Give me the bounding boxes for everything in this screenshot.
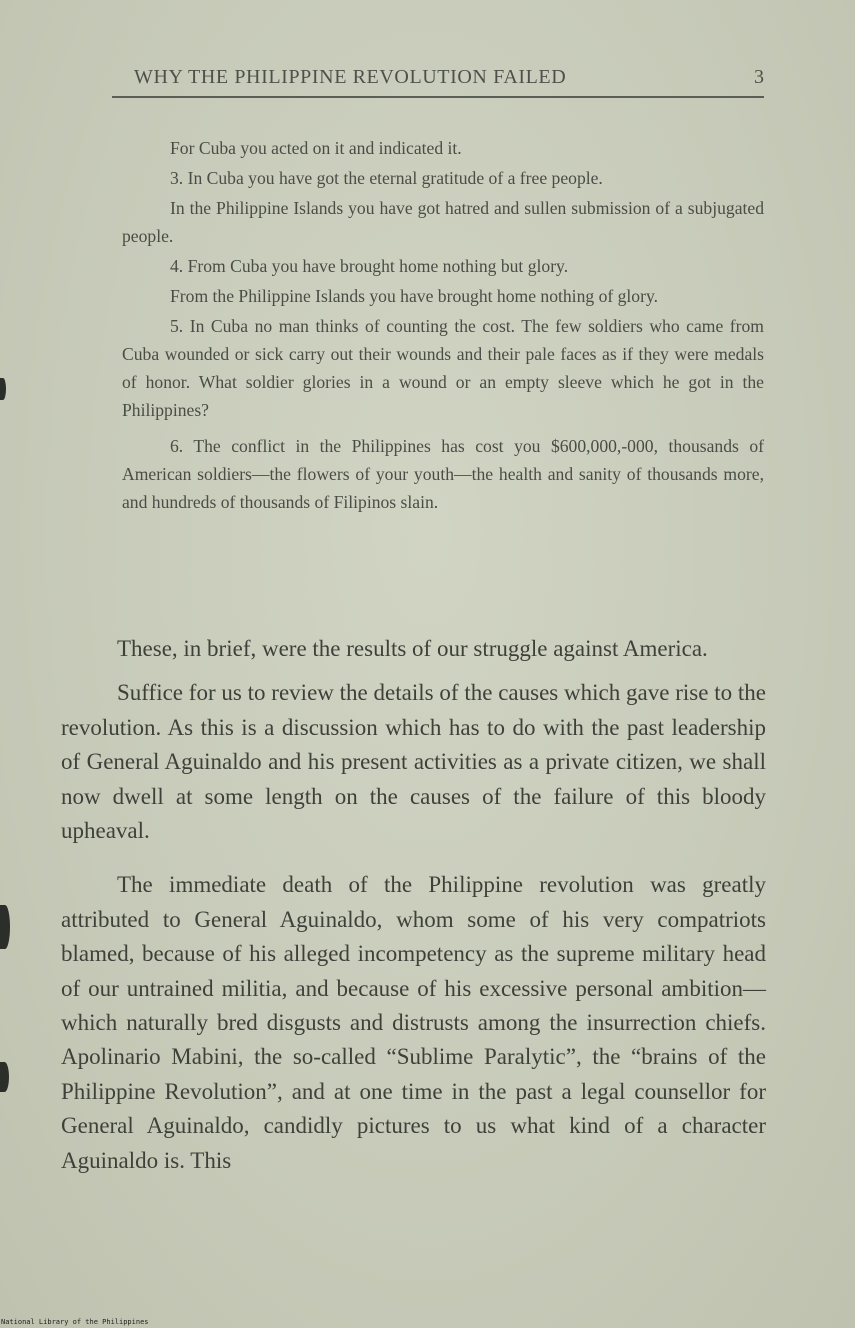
- quote-paragraph: 5. In Cuba no man thinks of counting the cost. The few soldiers who came from Cuba wounded or sick carry out their wounds and their pale faces as if they were medals of honor. What soldier glories in a wound or an empty sleeve which he got in the Philippines?: [122, 316, 764, 420]
- library-credit: National Library of the Philippines: [1, 1318, 149, 1326]
- quote-paragraph: In the Philippine Islands you have got hatred and sullen submission of a subjugated people.: [122, 198, 764, 246]
- binding-mark: [0, 378, 6, 400]
- binding-mark: [0, 1062, 9, 1092]
- quote-paragraph: 4. From Cuba you have brought home nothing but glory.: [170, 256, 569, 276]
- page-header: [112, 62, 764, 98]
- quoted-passage: [122, 134, 764, 518]
- body-paragraph: Suffice for us to review the details of the causes which gave rise to the revolution. As this is a discussion which has to do with the past leadership of General Aguinaldo and his present activities as a private citizen, we shall now dwell at some length on the causes of the failure of this bloody upheaval.: [61, 680, 766, 844]
- quote-paragraph: For Cuba you acted on it and indicated it.: [170, 138, 462, 158]
- quote-paragraph: From the Philippine Islands you have brought home nothing of glory.: [170, 286, 659, 306]
- page-number: 3: [754, 66, 764, 88]
- body-paragraph: These, in brief, were the results of our struggle against America.: [117, 636, 708, 661]
- quote-paragraph: 6. The conflict in the Philippines has cost you $600,000,-000, thousands of American soldiers—the flowers of your youth—the health and sanity of thousands more, and hundreds of thousands of Filipinos slain.: [122, 436, 764, 512]
- body-paragraph: The immediate death of the Philippine revolution was greatly attributed to General Aguinaldo, whom some of his very compatriots blamed, because of his alleged incompetency as the supreme military head of our untrained militia, and because of his excessive personal ambition—which naturally bred disgusts and distrusts among the insurrection chiefs. Apolinario Mabini, the so-called “Sublime Paralytic”, the “brains of the Philippine Revolution”, and at one time in the past a legal counsellor for General Aguinaldo, candidly pictures to us what kind of a character Aguinaldo is. This: [61, 872, 766, 1173]
- body-text: [61, 632, 766, 1188]
- running-title: WHY THE PHILIPPINE REVOLUTION FAILED: [134, 66, 567, 88]
- quote-paragraph: 3. In Cuba you have got the eternal gratitude of a free people.: [170, 168, 603, 188]
- binding-mark: [0, 905, 10, 949]
